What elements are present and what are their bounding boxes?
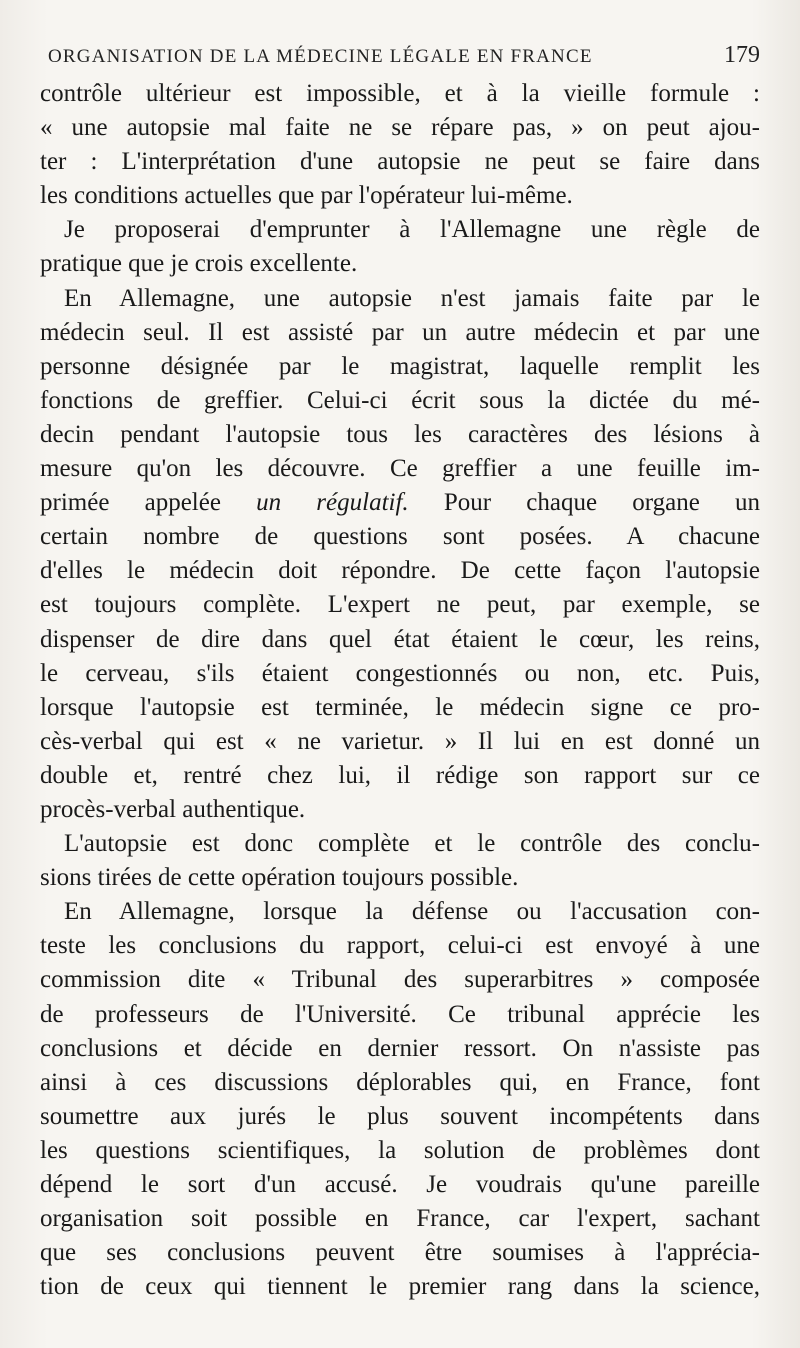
page-number: 179 [724, 42, 760, 68]
page-header [48, 42, 760, 76]
text-line [40, 486, 760, 520]
text-line: conclusions et décide en dernier ressort. On n'assiste pas [40, 1034, 760, 1062]
text-line: que ses conclusions peuvent être soumises à l'apprécia- [40, 1239, 760, 1267]
text-line: ter : L'interprétation d'une autopsie ne peut se faire dans [40, 148, 760, 176]
text-line: certain nombre de questions sont posées. A chacune [40, 523, 760, 551]
text-line: Je proposerai d'emprunter à l'Allemagne une règle de [64, 216, 760, 244]
text-line: commission dite « Tribunal des superarbitres » composée [40, 966, 760, 994]
text-line: de professeurs de l'Université. Ce tribunal apprécie les [40, 1000, 760, 1028]
text-line: cès-verbal qui est « ne varietur. » Il lui en est donné un [40, 727, 760, 755]
running-title: ORGANISATION DE LA MÉDECINE LÉGALE EN FRANCE [48, 46, 593, 67]
text-line: d'elles le médecin doit répondre. De cette façon l'autopsie [40, 557, 760, 585]
text-line: médecin seul. Il est assisté par un autre médecin et par une [40, 318, 760, 346]
text-segment: primée appelée [40, 489, 257, 517]
text-line: soumettre aux jurés le plus souvent incompétents dans [40, 1102, 760, 1130]
text-line: pratique que je crois excellente. [40, 250, 358, 278]
text-line: est toujours complète. L'expert ne peut, par exemple, se [40, 591, 760, 619]
text-line: tion de ceux qui tiennent le premier rang dans la science, [40, 1273, 760, 1301]
text-line: fonctions de greffier. Celui-ci écrit sous la dictée du mé- [40, 386, 760, 414]
text-line: decin pendant l'autopsie tous les caractères des lésions à [40, 420, 760, 448]
text-line: teste les conclusions du rapport, celui-ci est envoyé à une [40, 932, 760, 960]
text-line: dépend le sort d'un accusé. Je voudrais qu'une pareille [40, 1171, 760, 1198]
text-line: L'autopsie est donc complète et le contrôle des conclu- [64, 830, 760, 858]
body-text [40, 77, 760, 1304]
text-line: mesure qu'on les découvre. Ce greffier a une feuille im- [40, 455, 760, 483]
text-line: En Allemagne, lorsque la défense ou l'accusation con- [64, 898, 760, 926]
text-line: « une autopsie mal faite ne se répare pas, » on peut ajou- [40, 114, 760, 142]
italic-term: un régulatif. [256, 489, 409, 517]
text-line: lorsque l'autopsie est terminée, le médecin signe ce pro- [40, 693, 760, 721]
text-line: dispenser de dire dans quel état étaient le cœur, les reins, [40, 625, 760, 653]
text-line: le cerveau, s'ils étaient congestionnés ou non, etc. Puis, [40, 659, 760, 687]
text-line: sions tirées de cette opération toujours possible. [40, 864, 519, 892]
text-line: contrôle ultérieur est impossible, et à la vieille formule : [40, 80, 760, 107]
text-line: les conditions actuelles que par l'opérateur lui-même. [40, 182, 573, 210]
text-line: procès-verbal authentique. [40, 795, 306, 823]
text-line: double et, rentré chez lui, il rédige son rapport sur ce [40, 761, 760, 789]
text-line: les questions scientifiques, la solution de problèmes dont [40, 1136, 760, 1164]
text-segment: Pour chaque organe un [408, 489, 760, 517]
text-line: organisation soit possible en France, car l'expert, sachant [40, 1205, 760, 1233]
text-line: personne désignée par le magistrat, laquelle remplit les [40, 352, 760, 380]
text-line: En Allemagne, une autopsie n'est jamais faite par le [64, 284, 760, 312]
text-line: ainsi à ces discussions déplorables qui, en France, font [40, 1068, 760, 1096]
